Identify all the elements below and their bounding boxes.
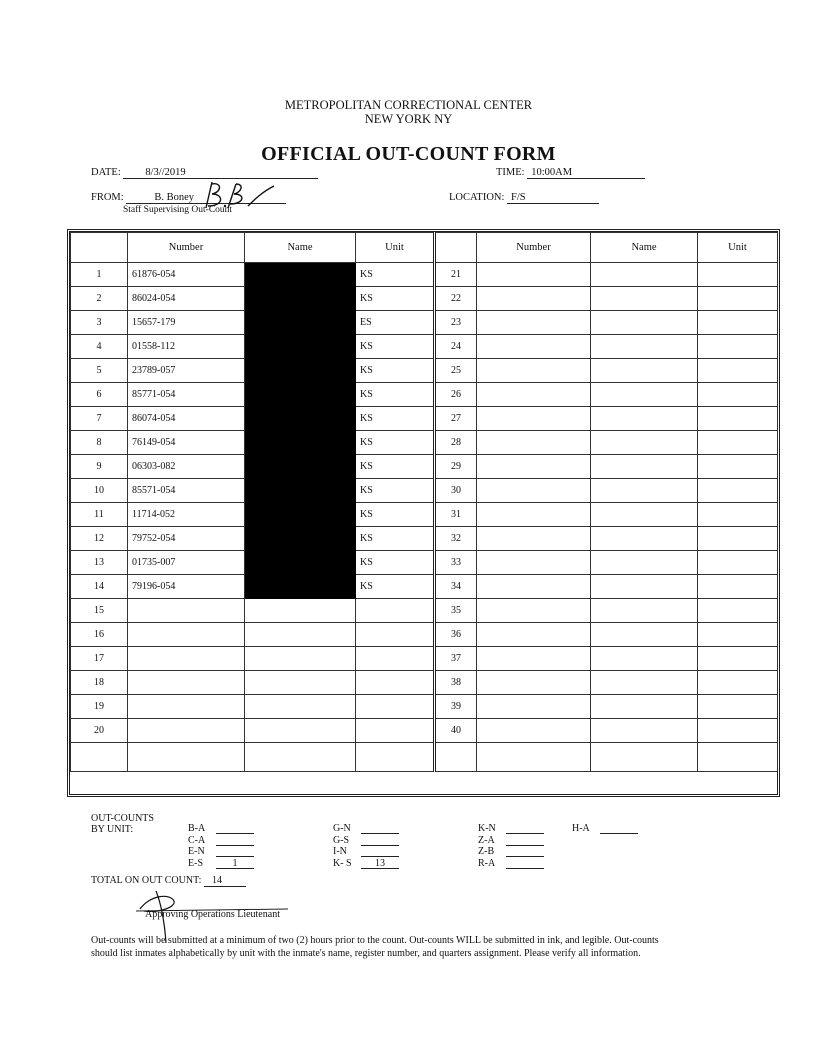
row-index-left: 4 xyxy=(71,335,128,359)
unit-label: E-N xyxy=(188,846,205,857)
form-title: OFFICIAL OUT-COUNT FORM xyxy=(261,143,556,165)
row-index-right: 24 xyxy=(435,335,477,359)
table-row xyxy=(71,647,778,671)
register-number-cell-right xyxy=(477,335,591,359)
register-number-cell-right xyxy=(477,671,591,695)
row-index-left: 19 xyxy=(71,695,128,719)
unit-cell-right xyxy=(698,647,778,671)
row-index-right: 35 xyxy=(435,599,477,623)
register-number-cell-right xyxy=(477,287,591,311)
name-cell-right xyxy=(591,623,698,647)
table-row xyxy=(71,335,778,359)
register-number-cell-right xyxy=(477,455,591,479)
name-cell-right xyxy=(591,479,698,503)
blank-cell xyxy=(477,743,591,772)
name-cell xyxy=(245,647,356,671)
redacted-name-cell xyxy=(245,527,356,551)
row-index-right: 27 xyxy=(435,407,477,431)
units-column-1 xyxy=(188,823,254,869)
header-unit-left: Unit xyxy=(356,233,435,263)
unit-cell: KS xyxy=(356,359,435,383)
redacted-name-cell xyxy=(245,431,356,455)
name-cell-right xyxy=(591,431,698,455)
unit-count-value xyxy=(216,835,254,846)
register-number-cell-right xyxy=(477,263,591,287)
unit-count-value xyxy=(361,823,399,834)
name-cell-right xyxy=(591,383,698,407)
row-index-right: 26 xyxy=(435,383,477,407)
unit-count-entry xyxy=(333,846,399,858)
units-column-2 xyxy=(333,823,399,869)
unit-cell: KS xyxy=(356,335,435,359)
register-number-cell-right xyxy=(477,503,591,527)
row-index-left: 11 xyxy=(71,503,128,527)
unit-count-value xyxy=(361,846,399,857)
unit-count-value xyxy=(361,835,399,846)
location-label: LOCATION: xyxy=(449,192,505,203)
unit-label: G-N xyxy=(333,823,351,834)
header-blank xyxy=(71,233,128,263)
name-cell-right xyxy=(591,359,698,383)
row-index-right: 34 xyxy=(435,575,477,599)
unit-count-value xyxy=(506,846,544,857)
header-name-right: Name xyxy=(591,233,698,263)
org-name: METROPOLITAN CORRECTIONAL CENTER xyxy=(284,98,533,112)
row-index-right: 25 xyxy=(435,359,477,383)
register-number-cell xyxy=(128,623,245,647)
unit-cell-right xyxy=(698,551,778,575)
unit-cell: KS xyxy=(356,287,435,311)
header-name-left: Name xyxy=(245,233,356,263)
unit-count-entry xyxy=(478,858,544,870)
from-label: FROM: xyxy=(91,192,124,203)
units-title-line2: BY UNIT: xyxy=(91,824,134,835)
unit-count-entry xyxy=(188,858,254,870)
unit-label: G-S xyxy=(333,834,350,846)
unit-count-entry xyxy=(478,846,544,858)
row-index-left: 6 xyxy=(71,383,128,407)
row-index-right: 30 xyxy=(435,479,477,503)
unit-cell-right xyxy=(698,479,778,503)
register-number-cell: 86024-054 xyxy=(128,287,245,311)
from-caption: Staff Supervising Out-Count xyxy=(123,205,233,215)
footer-line-2: should list inmates alphabetically by unit with the inmate's name, register number, and quarters assignment. Please verify all information. xyxy=(91,948,641,959)
register-number-cell: 86074-054 xyxy=(128,407,245,431)
unit-count-value: 13 xyxy=(361,858,399,869)
row-index-left: 1 xyxy=(71,263,128,287)
name-cell xyxy=(245,671,356,695)
unit-label: R-A xyxy=(478,857,496,869)
unit-count-entry xyxy=(333,858,399,870)
name-cell-right xyxy=(591,647,698,671)
table-row xyxy=(71,479,778,503)
name-cell-right xyxy=(591,599,698,623)
register-number-cell-right xyxy=(477,407,591,431)
location-value: F/S xyxy=(507,192,599,204)
unit-cell-right xyxy=(698,335,778,359)
table-row xyxy=(71,287,778,311)
units-column-3 xyxy=(478,823,544,869)
unit-label: E-S xyxy=(188,857,203,869)
unit-cell-right xyxy=(698,359,778,383)
row-index-right: 22 xyxy=(435,287,477,311)
register-number-cell: 76149-054 xyxy=(128,431,245,455)
name-cell-right xyxy=(591,263,698,287)
unit-cell-right xyxy=(698,407,778,431)
redacted-name-cell xyxy=(245,383,356,407)
units-title-line1: OUT-COUNTS xyxy=(91,813,154,824)
row-index-right: 23 xyxy=(435,311,477,335)
unit-label: K- S xyxy=(333,857,352,869)
name-cell-right xyxy=(591,503,698,527)
register-number-cell: 15657-179 xyxy=(128,311,245,335)
register-number-cell-right xyxy=(477,647,591,671)
row-index-left: 14 xyxy=(71,575,128,599)
name-cell-right xyxy=(591,287,698,311)
unit-cell-right xyxy=(698,599,778,623)
unit-label: I-N xyxy=(333,846,347,857)
row-index-right: 38 xyxy=(435,671,477,695)
unit-cell-right xyxy=(698,575,778,599)
register-number-cell: 85571-054 xyxy=(128,479,245,503)
redacted-name-cell xyxy=(245,335,356,359)
unit-cell-right xyxy=(698,263,778,287)
table-row xyxy=(71,311,778,335)
register-number-cell: 23789-057 xyxy=(128,359,245,383)
blank-cell xyxy=(698,743,778,772)
row-index-right: 36 xyxy=(435,623,477,647)
footer-note xyxy=(91,934,751,960)
header-blank-right xyxy=(435,233,477,263)
redacted-name-cell xyxy=(245,263,356,287)
unit-cell: KS xyxy=(356,455,435,479)
register-number-cell: 11714-052 xyxy=(128,503,245,527)
table-row xyxy=(71,359,778,383)
name-cell-right xyxy=(591,719,698,743)
unit-cell: KS xyxy=(356,263,435,287)
unit-cell: KS xyxy=(356,407,435,431)
unit-cell xyxy=(356,695,435,719)
register-number-cell-right xyxy=(477,719,591,743)
unit-cell-right xyxy=(698,527,778,551)
name-cell-right xyxy=(591,311,698,335)
table-row xyxy=(71,263,778,287)
unit-label: K-N xyxy=(478,823,496,834)
unit-count-entry xyxy=(188,846,254,858)
name-cell xyxy=(245,719,356,743)
redacted-name-cell xyxy=(245,407,356,431)
register-number-cell: 01735-007 xyxy=(128,551,245,575)
unit-cell: KS xyxy=(356,551,435,575)
unit-label: B-A xyxy=(188,823,206,834)
blank-cell xyxy=(71,743,128,772)
blank-cell xyxy=(435,743,477,772)
time-label: TIME: xyxy=(496,167,525,178)
table-row xyxy=(71,503,778,527)
row-index-left: 9 xyxy=(71,455,128,479)
row-index-left: 17 xyxy=(71,647,128,671)
unit-cell: KS xyxy=(356,575,435,599)
unit-cell-right xyxy=(698,383,778,407)
row-index-left: 7 xyxy=(71,407,128,431)
org-city: NEW YORK NY xyxy=(364,112,453,126)
table-row xyxy=(71,719,778,743)
table-row xyxy=(71,431,778,455)
redacted-name-cell xyxy=(245,455,356,479)
register-number-cell xyxy=(128,719,245,743)
register-number-cell xyxy=(128,695,245,719)
unit-count-entry xyxy=(188,835,254,847)
register-number-cell-right xyxy=(477,431,591,455)
unit-count-entry xyxy=(333,835,399,847)
unit-count-value xyxy=(506,823,544,834)
unit-count-value xyxy=(216,823,254,834)
time-value: 10:00AM xyxy=(527,167,645,179)
redacted-name-cell xyxy=(245,287,356,311)
table-row xyxy=(71,671,778,695)
date-label: DATE: xyxy=(91,167,121,178)
redacted-name-cell xyxy=(245,503,356,527)
register-number-cell: 06303-082 xyxy=(128,455,245,479)
header-unit-right: Unit xyxy=(698,233,778,263)
redacted-name-cell xyxy=(245,359,356,383)
row-index-right: 28 xyxy=(435,431,477,455)
register-number-cell-right xyxy=(477,599,591,623)
row-index-left: 15 xyxy=(71,599,128,623)
unit-cell xyxy=(356,671,435,695)
redacted-name-cell xyxy=(245,311,356,335)
register-number-cell-right xyxy=(477,527,591,551)
unit-cell: KS xyxy=(356,383,435,407)
register-number-cell: 85771-054 xyxy=(128,383,245,407)
unit-cell: KS xyxy=(356,431,435,455)
register-number-cell xyxy=(128,599,245,623)
unit-count-value xyxy=(506,858,544,869)
time-field xyxy=(496,167,645,179)
header-number-left: Number xyxy=(128,233,245,263)
unit-cell-right xyxy=(698,695,778,719)
unit-cell-right xyxy=(698,287,778,311)
unit-label: H-A xyxy=(572,823,590,834)
table-row xyxy=(71,383,778,407)
unit-cell xyxy=(356,647,435,671)
unit-cell xyxy=(356,623,435,647)
table-row xyxy=(71,623,778,647)
row-index-right: 40 xyxy=(435,719,477,743)
name-cell-right xyxy=(591,671,698,695)
redacted-name-cell xyxy=(245,575,356,599)
name-cell-right xyxy=(591,575,698,599)
register-number-cell: 01558-112 xyxy=(128,335,245,359)
name-cell-right xyxy=(591,335,698,359)
register-number-cell: 61876-054 xyxy=(128,263,245,287)
total-value: 14 xyxy=(204,875,246,887)
register-number-cell xyxy=(128,647,245,671)
register-number-cell: 79196-054 xyxy=(128,575,245,599)
unit-label: C-A xyxy=(188,834,206,846)
name-cell-right xyxy=(591,527,698,551)
table-row xyxy=(71,695,778,719)
row-index-left: 10 xyxy=(71,479,128,503)
unit-count-value xyxy=(600,823,638,834)
unit-cell-right xyxy=(698,311,778,335)
units-column-4 xyxy=(572,823,638,835)
unit-count-entry xyxy=(478,823,544,835)
date-value: 8/3//2019 xyxy=(123,167,318,179)
unit-count-entry xyxy=(188,823,254,835)
blank-cell xyxy=(591,743,698,772)
register-number-cell-right xyxy=(477,479,591,503)
table-row xyxy=(71,599,778,623)
unit-count-value xyxy=(506,835,544,846)
row-index-right: 31 xyxy=(435,503,477,527)
unit-count-value xyxy=(216,846,254,857)
unit-cell-right xyxy=(698,623,778,647)
row-index-right: 21 xyxy=(435,263,477,287)
name-cell xyxy=(245,599,356,623)
header-number-right: Number xyxy=(477,233,591,263)
unit-cell: KS xyxy=(356,527,435,551)
row-index-left: 16 xyxy=(71,623,128,647)
redacted-name-cell xyxy=(245,479,356,503)
table-row xyxy=(71,455,778,479)
register-number-cell-right xyxy=(477,311,591,335)
unit-cell-right xyxy=(698,671,778,695)
unit-cell-right xyxy=(698,431,778,455)
approver-caption: Approving Operations Lieutenant xyxy=(145,909,280,920)
name-cell xyxy=(245,695,356,719)
unit-cell: KS xyxy=(356,479,435,503)
unit-cell: ES xyxy=(356,311,435,335)
row-index-left: 20 xyxy=(71,719,128,743)
table-header-row xyxy=(71,233,778,263)
total-label: TOTAL ON OUT COUNT: xyxy=(91,875,202,886)
name-cell-right xyxy=(591,695,698,719)
register-number-cell-right xyxy=(477,695,591,719)
unit-cell-right xyxy=(698,503,778,527)
from-value: B. Boney xyxy=(126,192,286,204)
unit-label: Z-A xyxy=(478,834,495,846)
register-number-cell-right xyxy=(477,551,591,575)
unit-cell-right xyxy=(698,455,778,479)
name-cell-right xyxy=(591,455,698,479)
unit-count-value: 1 xyxy=(216,858,254,869)
row-index-left: 8 xyxy=(71,431,128,455)
blank-cell xyxy=(245,743,356,772)
unit-count-entry xyxy=(478,835,544,847)
table-row xyxy=(71,527,778,551)
location-field xyxy=(449,192,599,204)
row-index-right: 33 xyxy=(435,551,477,575)
row-index-right: 37 xyxy=(435,647,477,671)
row-index-right: 32 xyxy=(435,527,477,551)
footer-line-1: Out-counts will be submitted at a minimum of two (2) hours prior to the count. Out-counts WILL be submitted in ink, and legible. Out-counts xyxy=(91,935,659,946)
name-cell-right xyxy=(591,551,698,575)
unit-count-entry xyxy=(572,823,638,835)
row-index-left: 13 xyxy=(71,551,128,575)
register-number-cell xyxy=(128,671,245,695)
table-row xyxy=(71,575,778,599)
row-index-left: 12 xyxy=(71,527,128,551)
name-cell-right xyxy=(591,407,698,431)
row-index-right: 29 xyxy=(435,455,477,479)
blank-cell xyxy=(356,743,435,772)
register-number-cell-right xyxy=(477,359,591,383)
redacted-name-cell xyxy=(245,551,356,575)
out-count-table xyxy=(67,229,780,797)
unit-cell xyxy=(356,599,435,623)
unit-cell-right xyxy=(698,719,778,743)
register-number-cell: 79752-054 xyxy=(128,527,245,551)
units-title xyxy=(91,813,154,835)
unit-label: Z-B xyxy=(478,846,495,857)
unit-count-entry xyxy=(333,823,399,835)
row-index-right: 39 xyxy=(435,695,477,719)
table-row xyxy=(71,407,778,431)
row-index-left: 18 xyxy=(71,671,128,695)
unit-cell: KS xyxy=(356,503,435,527)
row-index-left: 5 xyxy=(71,359,128,383)
register-number-cell-right xyxy=(477,383,591,407)
count-grid xyxy=(70,232,778,772)
row-index-left: 3 xyxy=(71,311,128,335)
register-number-cell-right xyxy=(477,575,591,599)
register-number-cell-right xyxy=(477,623,591,647)
row-index-left: 2 xyxy=(71,287,128,311)
blank-cell xyxy=(128,743,245,772)
table-row xyxy=(71,551,778,575)
name-cell xyxy=(245,623,356,647)
unit-cell xyxy=(356,719,435,743)
table-row-blank xyxy=(71,743,778,772)
